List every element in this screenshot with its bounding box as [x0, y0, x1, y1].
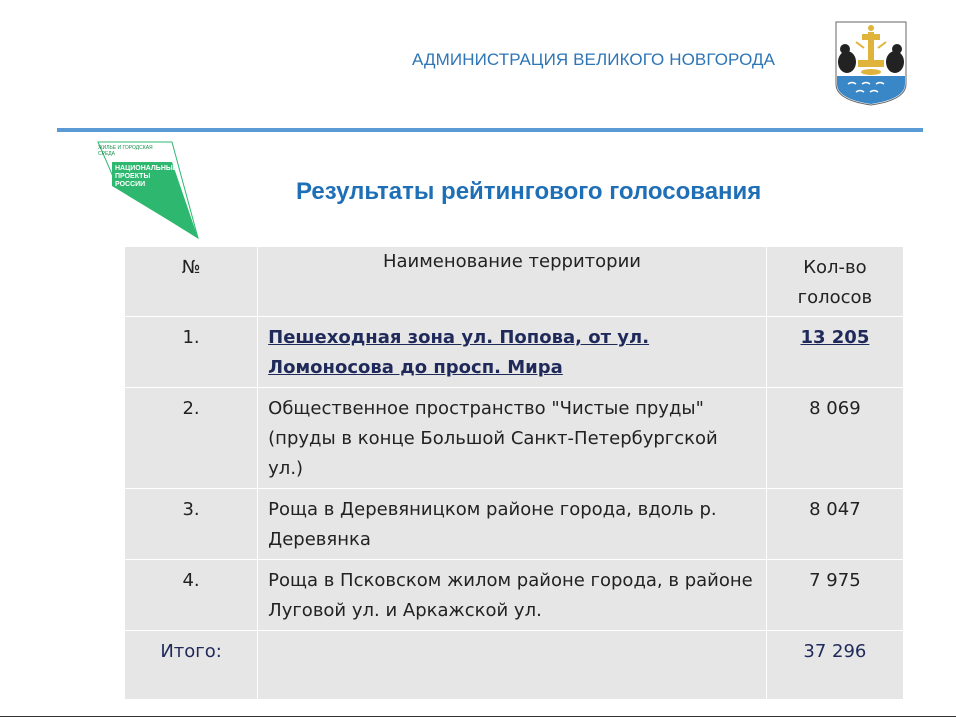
bottom-border: [0, 716, 956, 717]
header-divider: [57, 128, 923, 132]
row-votes: 8 069: [766, 388, 903, 489]
row-votes: 8 047: [766, 489, 903, 560]
logo-small-text: ЖИЛЬЕ И ГОРОДСКАЯ СРЕДА: [98, 145, 153, 157]
novgorod-coat-of-arms-icon: [834, 20, 908, 106]
row-number: 2.: [125, 388, 258, 489]
table-header-row: [125, 247, 904, 317]
page-title: Результаты рейтингового голосования: [296, 178, 762, 205]
table-row: [125, 489, 904, 560]
total-label: Итого:: [125, 631, 258, 700]
row-votes-winner: 13 205: [800, 327, 870, 348]
row-territory: Роща в Псковском жилом районе города, в районе Луговой ул. и Аркажской ул.: [258, 560, 767, 631]
table-total-row: [125, 631, 904, 700]
table-row: [125, 317, 904, 388]
row-votes: 7 975: [766, 560, 903, 631]
results-table: [124, 246, 904, 700]
row-number: 4.: [125, 560, 258, 631]
row-number: 3.: [125, 489, 258, 560]
table-row: [125, 560, 904, 631]
total-empty-cell: [258, 631, 767, 700]
total-votes: 37 296: [766, 631, 903, 700]
row-number: 1.: [125, 317, 258, 388]
organization-name: АДМИНИСТРАЦИЯ ВЕЛИКОГО НОВГОРОДА: [412, 50, 776, 69]
logo-big-text: НАЦИОНАЛЬНЫЕ ПРОЕКТЫ РОССИИ: [115, 165, 178, 188]
row-territory: Роща в Деревяницком районе города, вдоль р. Деревянка: [258, 489, 767, 560]
header-number: №: [125, 247, 258, 317]
table-row: [125, 388, 904, 489]
header-votes: Кол-во голосов: [766, 247, 903, 317]
row-territory-winner: Пешеходная зона ул. Попова, от ул. Ломоносова до просп. Мира: [268, 327, 650, 378]
header-territory: Наименование территории: [258, 247, 767, 317]
national-projects-logo: [96, 140, 206, 240]
row-territory: Общественное пространство "Чистые пруды" (пруды в конце Большой Санкт-Петербургской ул.): [258, 388, 767, 489]
